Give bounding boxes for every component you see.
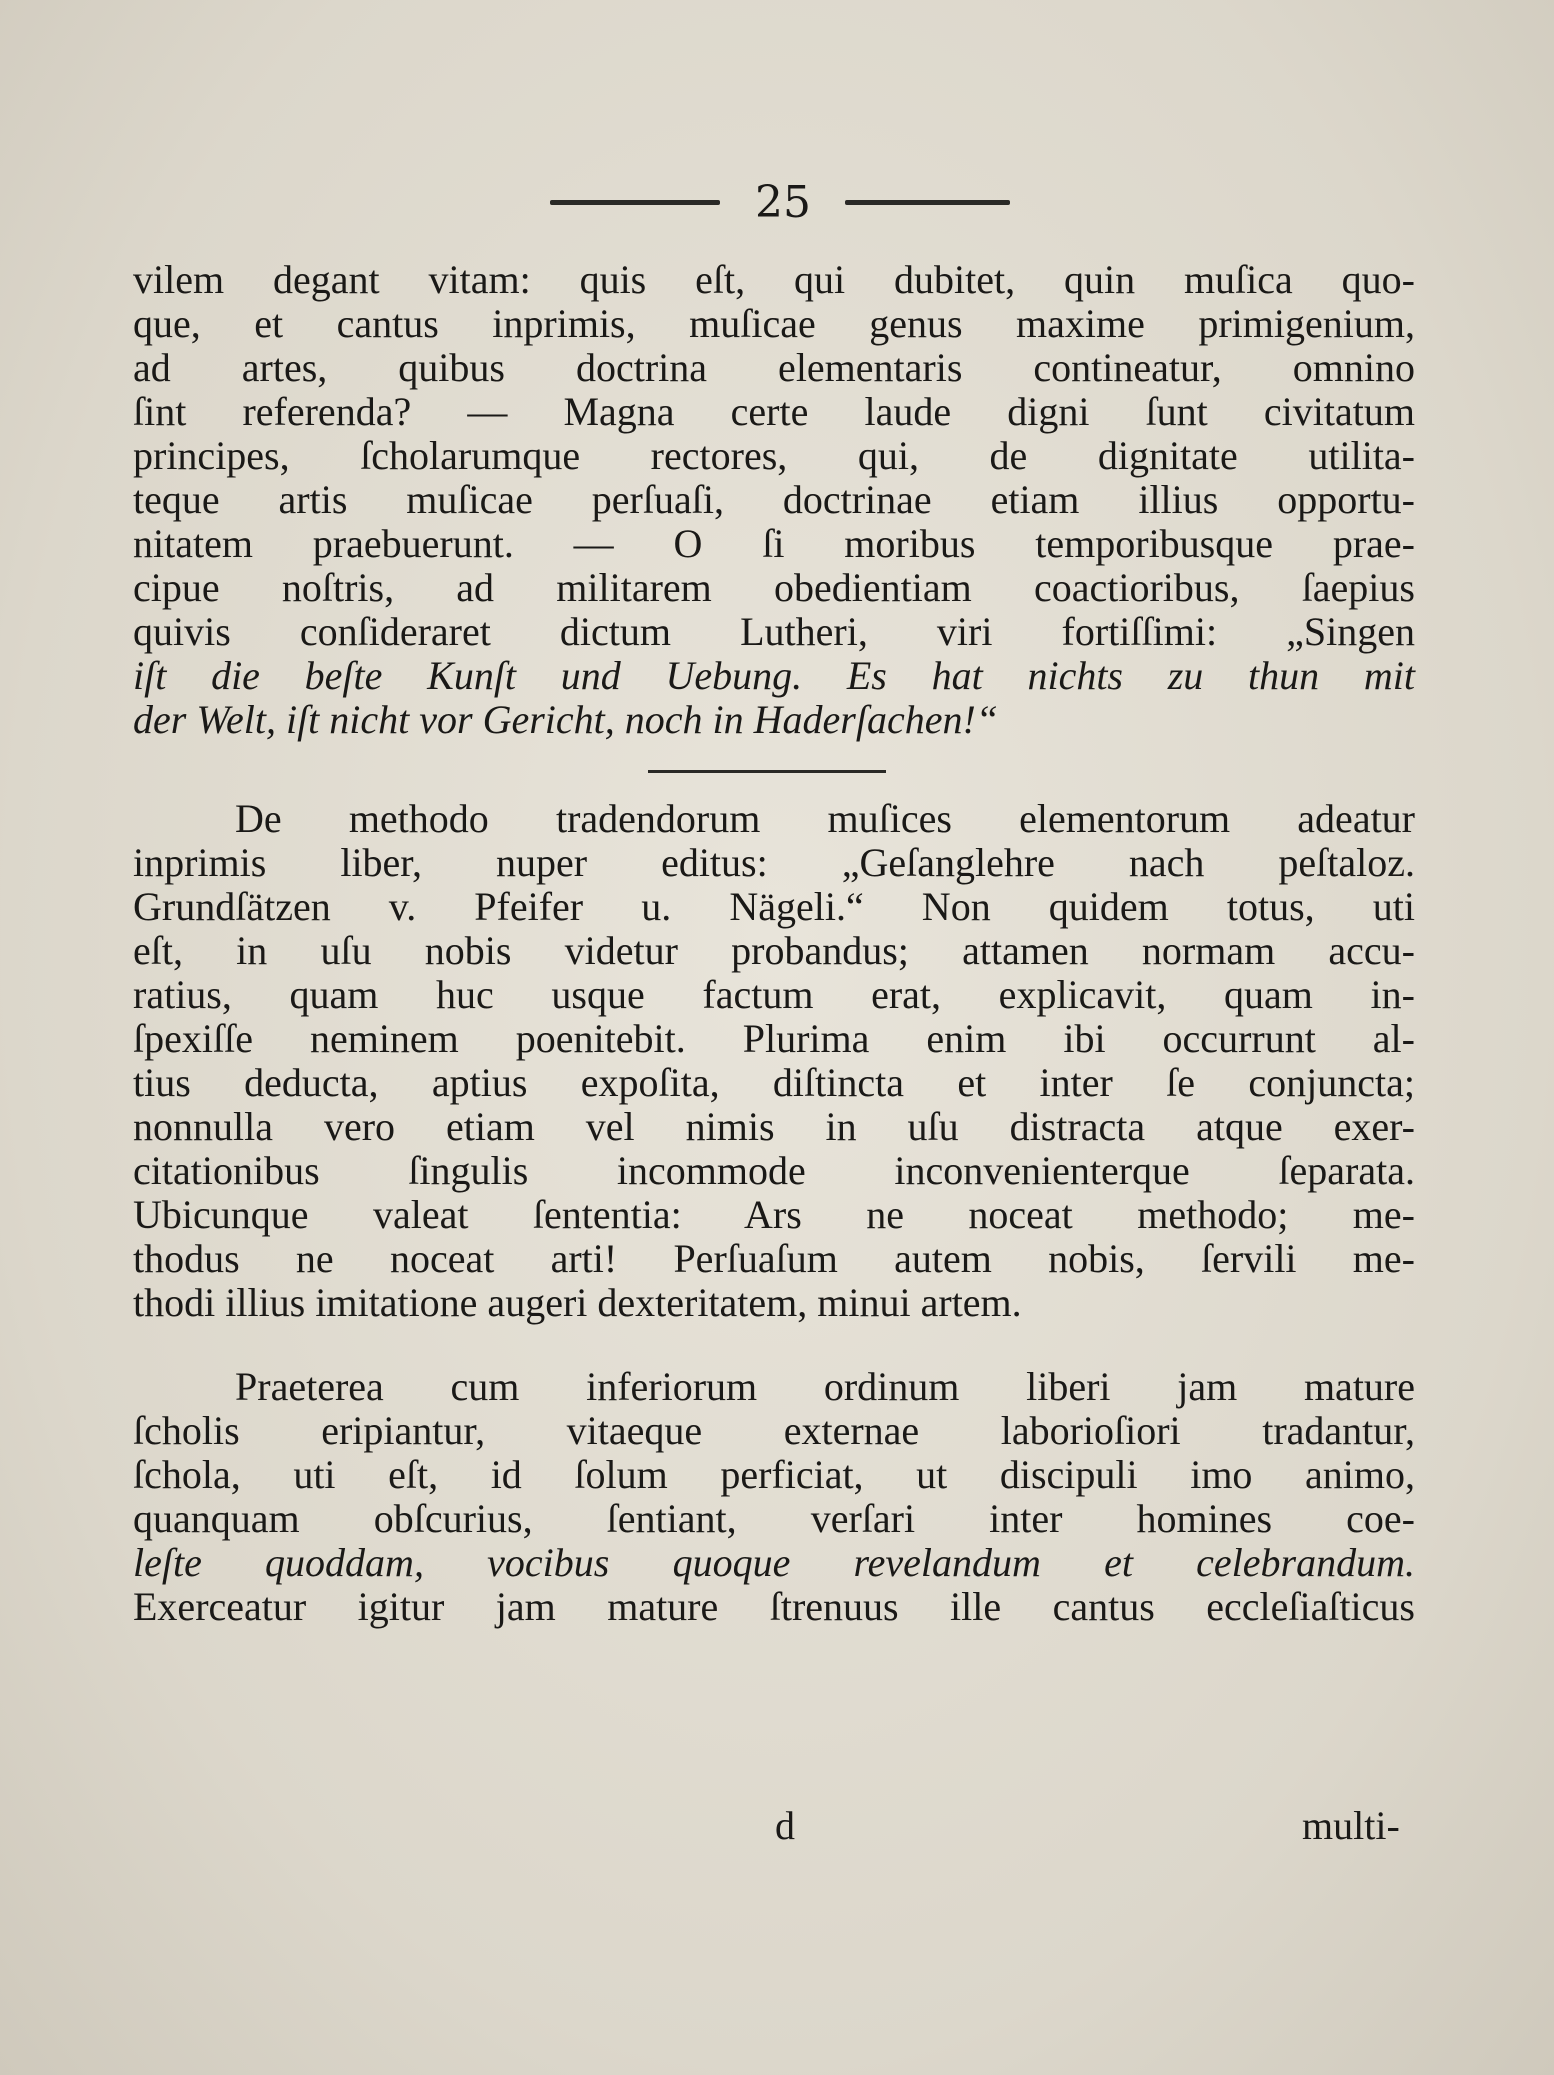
text-line: Exerceatur igitur jam mature ſtrenuus ille cantus eccleſiaſticus — [133, 1584, 1415, 1629]
section-divider — [648, 770, 886, 773]
text-line: nitatem praebuerunt. — O ſi moribus temporibusque prae- — [133, 521, 1415, 566]
text-line: vilem degant vitam: quis eſt, qui dubitet, quin muſica quo- — [133, 257, 1415, 302]
page-header — [0, 178, 1554, 238]
text-line: ſpexiſſe neminem poenitebit. Plurima enim ibi occurrunt al- — [133, 1016, 1415, 1061]
paragraph-1 — [133, 258, 1415, 742]
text-line: ſint referenda? — Magna certe laude digni ſunt civitatum — [133, 389, 1415, 434]
signature-mark: d — [775, 1803, 795, 1848]
text-line: que, et cantus inprimis, muſicae genus maxime primigenium, — [133, 301, 1415, 346]
paragraph-2 — [133, 797, 1415, 1325]
page-number: 25 — [755, 177, 811, 228]
header-rule-left — [550, 200, 720, 205]
text-line: inprimis liber, nuper editus: „Geſanglehre nach peſtaloz. — [133, 840, 1415, 885]
text-line: quivis conſideraret dictum Lutheri, viri fortiſſimi: „Singen — [133, 609, 1415, 654]
text-line: leſte quoddam, vocibus quoque revelandum et celebrandum. — [133, 1540, 1415, 1585]
paragraph-3 — [133, 1365, 1415, 1629]
text-line: citationibus ſingulis incommode inconvenienterque ſeparata. — [133, 1148, 1415, 1193]
text-line: thodi illius imitatione augeri dexteritatem, minui artem. — [133, 1280, 1022, 1325]
body-text — [133, 258, 1415, 1629]
text-line: der Welt, iſt nicht vor Gericht, noch in Haderſachen!“ — [133, 697, 999, 742]
text-line: cipue noſtris, ad militarem obedientiam coactioribus, ſaepius — [133, 565, 1415, 610]
text-line: Praeterea cum inferiorum ordinum liberi jam mature — [235, 1364, 1415, 1409]
text-line: nonnulla vero etiam vel nimis in uſu distracta atque exer- — [133, 1104, 1415, 1149]
header-rule-right — [845, 200, 1010, 205]
text-line: Grundſätzen v. Pfeifer u. Nägeli.“ Non quidem totus, uti — [133, 884, 1415, 929]
text-line: ſcholis eripiantur, vitaeque externae laborioſiori tradantur, — [133, 1408, 1415, 1453]
text-line: ratius, quam huc usque factum erat, explicavit, quam in- — [133, 972, 1415, 1017]
paragraph-gap — [133, 1325, 1415, 1365]
text-line: principes, ſcholarumque rectores, qui, de dignitate utilita- — [133, 433, 1415, 478]
text-line: eſt, in uſu nobis videtur probandus; attamen normam accu- — [133, 928, 1415, 973]
text-line: thodus ne noceat arti! Perſuaſum autem nobis, ſervili me- — [133, 1236, 1415, 1281]
catchword: multi- — [1302, 1803, 1400, 1848]
text-line: tius deducta, aptius expoſita, diſtincta et inter ſe conjuncta; — [133, 1060, 1415, 1105]
text-line: ſchola, uti eſt, id ſolum perficiat, ut discipuli imo animo, — [133, 1452, 1415, 1497]
text-line: quanquam obſcurius, ſentiant, verſari inter homines coe- — [133, 1496, 1415, 1541]
text-line: teque artis muſicae perſuaſi, doctrinae etiam illius opportu- — [133, 477, 1415, 522]
text-line: iſt die beſte Kunſt und Uebung. Es hat nichts zu thun mit — [133, 653, 1415, 698]
text-line: De methodo tradendorum muſices elementorum adeatur — [235, 796, 1415, 841]
text-line: Ubicunque valeat ſententia: Ars ne noceat methodo; me- — [133, 1192, 1415, 1237]
page-footer — [0, 1802, 1554, 1852]
text-line: ad artes, quibus doctrina elementaris contineatur, omnino — [133, 345, 1415, 390]
